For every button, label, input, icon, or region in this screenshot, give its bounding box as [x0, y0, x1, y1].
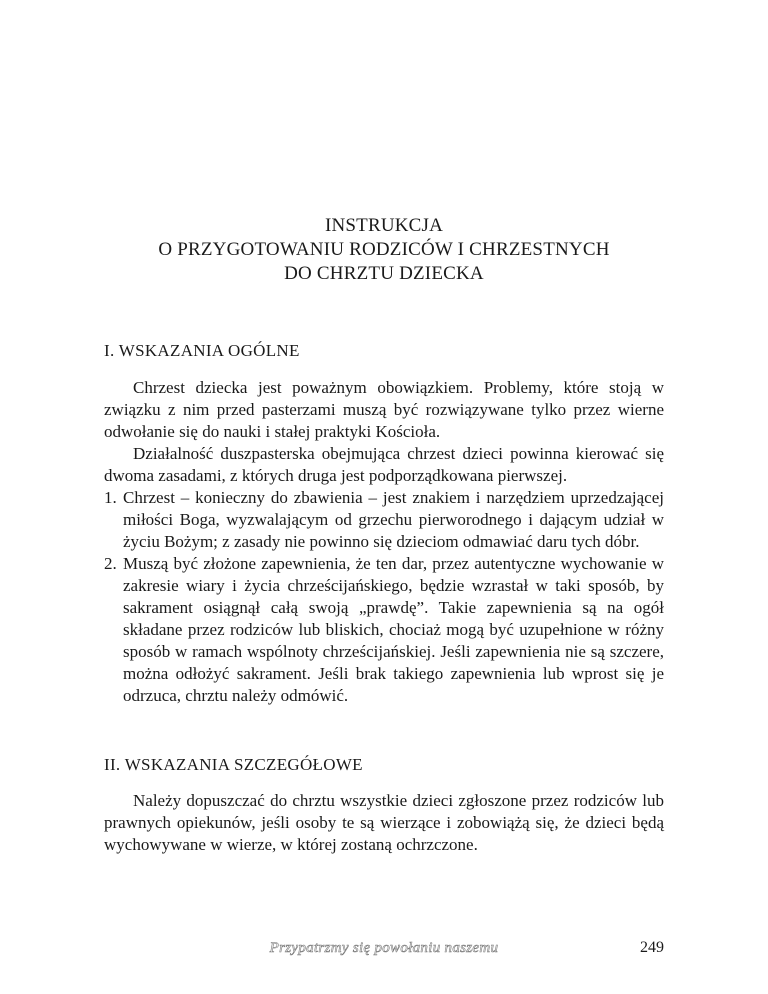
title-line-3: DO CHRZTU DZIECKA	[284, 263, 484, 284]
page-footer	[104, 937, 664, 961]
list-item-number: 2.	[104, 554, 117, 573]
list-item-text: Chrzest – konieczny do zbawienia – jest znakiem i narzędziem uprzedzającej miłości Boga, wyzwalającym od grzechu pierworodnego i dającym udział w życiu Bożym; z zasady nie powinno się dzieciom odmawiać daru tych dóbr.	[123, 488, 664, 551]
section-body-general	[104, 377, 664, 707]
section-heading-specific: II. WSKAZANIA SZCZEGÓŁOWE	[104, 755, 363, 774]
page-number: 249	[640, 939, 664, 956]
title-line-1: INSTRUKCJA	[324, 215, 444, 236]
paragraph: Działalność duszpasterska obejmująca chrzest dzieci powinna kierować się dwoma zasadami, z których druga jest podporządkowana pierwszej.	[104, 444, 664, 485]
list-item-text: Muszą być złożone zapewnienia, że ten dar, przez autentyczne wychowanie w zakresie wiary i życia chrześcijańskiego, będzie wzrastał w taki sposób, by sakrament osiągnął całą swoją „prawdę”. Takie zapewnienia są na ogół składane przez rodziców lub bliskich, chociaż mogą być uzupełnione w różny sposób w ramach wspólnoty chrześcijańskiej. Jeśli zapewnienia nie są szczere, można odłożyć sakrament. Jeśli brak takiego zapewnienia lub wprost się je odrzuca, chrztu należy odmówić.	[123, 554, 664, 705]
document-title	[104, 214, 664, 286]
list-item	[104, 487, 664, 553]
list-item	[104, 553, 664, 707]
title-line-2: O PRZYGOTOWANIU RODZICÓW I CHRZESTNYCH	[158, 239, 610, 260]
list-item-number: 1.	[104, 488, 117, 507]
paragraph: Należy dopuszczać do chrztu wszystkie dzieci zgłoszone przez rodziców lub prawnych opiekunów, jeśli osoby te są wierzące i zobowiążą się, że dzieci będą wychowywane w wierze, w której zostaną ochrzczone.	[104, 791, 664, 854]
running-title: Przypatrzmy się powołaniu naszemu	[269, 940, 499, 956]
section-body-specific	[104, 790, 664, 856]
paragraph: Chrzest dziecka jest poważnym obowiązkiem. Problemy, które stoją w związku z nim przed pasterzami muszą być rozwiązywane tylko przez wierne odwołanie się do nauki i stałej praktyki Kościoła.	[104, 378, 664, 441]
numbered-list	[104, 487, 664, 707]
section-heading-general: I. WSKAZANIA OGÓLNE	[104, 341, 300, 360]
